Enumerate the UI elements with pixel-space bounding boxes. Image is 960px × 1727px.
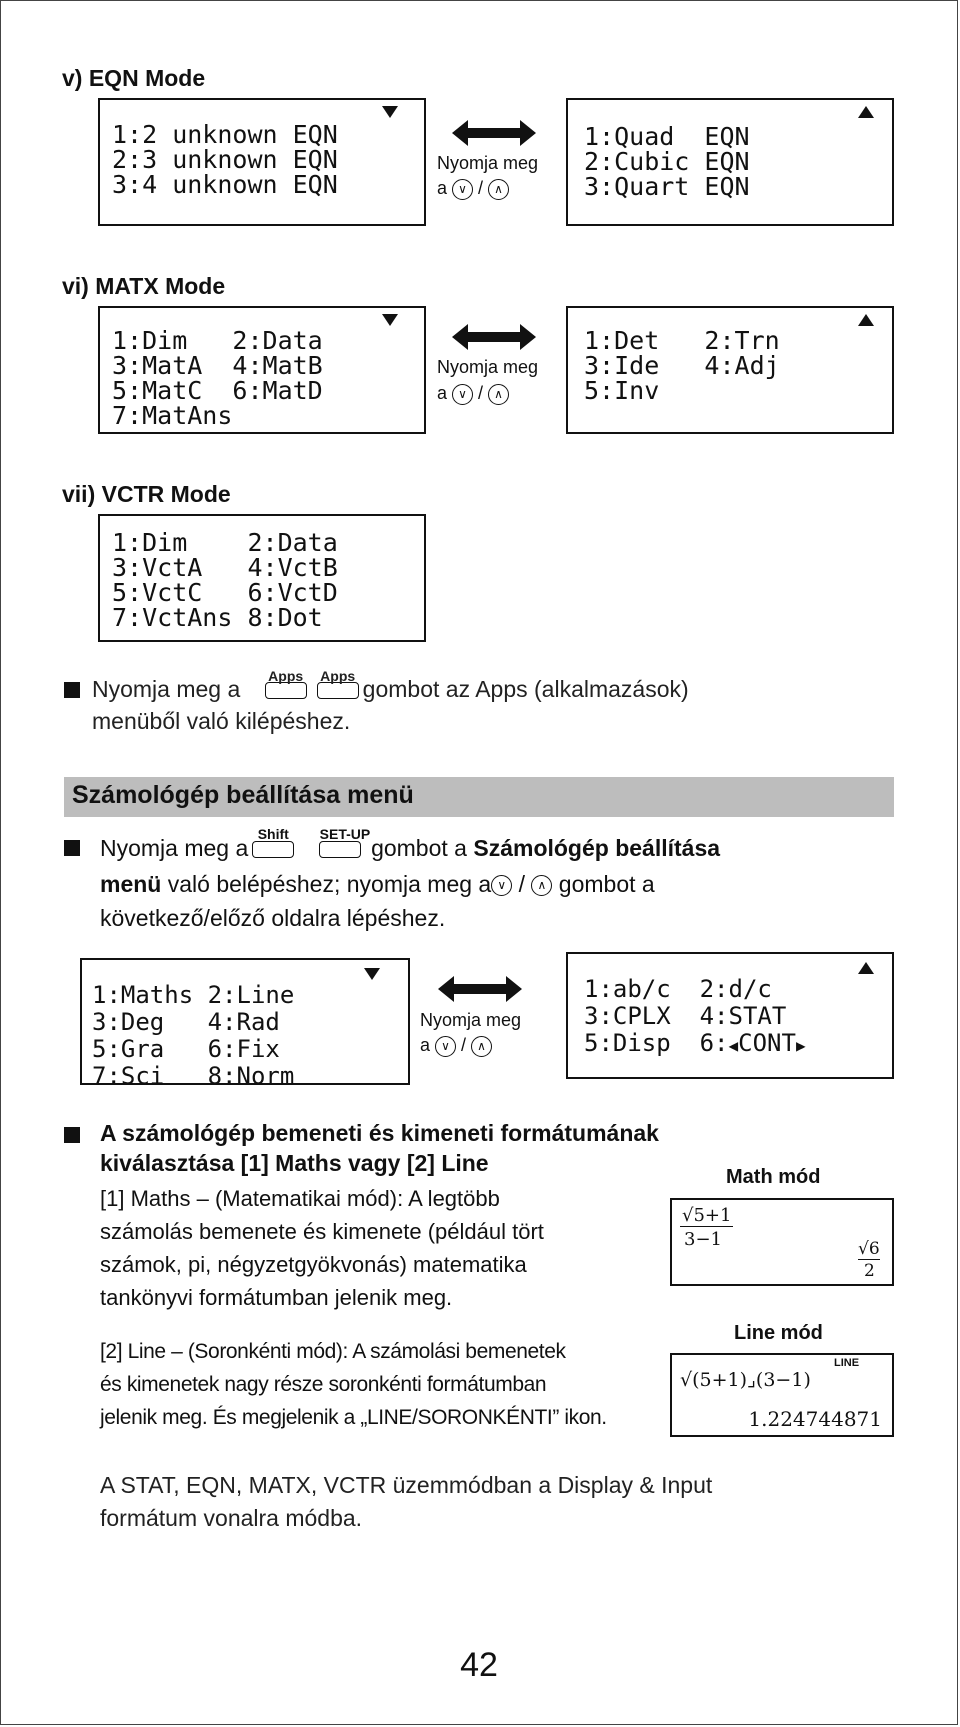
down-arrow-key-icon: ∨ bbox=[452, 179, 473, 200]
press-a: a bbox=[437, 178, 448, 198]
slash: / bbox=[478, 178, 484, 198]
math-result-denominator: 2 bbox=[864, 1261, 875, 1281]
up-arrow-key-icon: ∧ bbox=[488, 384, 509, 405]
lcd-line: 5:Gra 6:Fix bbox=[92, 1035, 280, 1063]
up-arrow-key-icon: ∧ bbox=[488, 179, 509, 200]
press-a: a bbox=[420, 1035, 431, 1055]
math-result-numerator: √6 bbox=[858, 1239, 880, 1259]
line-desc-line: [2] Line – (Soronkénti mód): A számolási bemenetek bbox=[100, 1340, 566, 1363]
exit-note-suffix: gombot az Apps (alkalmazások) bbox=[362, 676, 689, 702]
press-keys bbox=[437, 381, 509, 405]
lcd-line: 1:2 unknown EQN bbox=[112, 120, 338, 149]
right-arrow-icon: ▶ bbox=[795, 1036, 806, 1055]
scroll-down-indicator bbox=[382, 314, 398, 326]
setup-line1 bbox=[100, 826, 721, 863]
eqn-mode-title: v) EQN Mode bbox=[62, 65, 206, 91]
cont-label: CONT bbox=[738, 1029, 796, 1057]
setup-line2 bbox=[100, 870, 655, 899]
setup-mid: gombot a bbox=[371, 835, 467, 861]
lcd-line: 2:Cubic EQN bbox=[584, 147, 750, 176]
math-mode-screen bbox=[670, 1198, 894, 1286]
lcd-line: 2:3 unknown EQN bbox=[112, 145, 338, 174]
maths-desc-line: számok, pi, négyzetgyökvonás) matematika bbox=[100, 1252, 527, 1277]
footer-note-line: formátum vonalra módba. bbox=[100, 1505, 363, 1531]
double-arrow-icon bbox=[438, 974, 522, 1004]
matx-screen-2 bbox=[566, 306, 894, 434]
maths-desc-line: [1] Maths – (Matematikai mód): A legtöbb bbox=[100, 1186, 500, 1211]
exit-note-line1 bbox=[92, 668, 689, 704]
vctr-mode-title: vii) VCTR Mode bbox=[62, 481, 231, 507]
lcd-line: 3:Ide 4:Adj bbox=[584, 351, 780, 380]
line-desc-line: jelenik meg. És megjelenik a „LINE/SORONKÉNTI” ikon. bbox=[100, 1406, 607, 1429]
slash: / bbox=[478, 383, 484, 403]
lcd-line: 3:4 unknown EQN bbox=[112, 170, 338, 199]
double-arrow-icon bbox=[452, 322, 536, 352]
key-cap-label: Apps bbox=[320, 668, 356, 685]
setup-key-icon bbox=[319, 826, 371, 858]
page-number: 42 bbox=[460, 1646, 498, 1684]
lcd-line: 1:Dim 2:Data bbox=[112, 528, 338, 557]
scroll-up-indicator bbox=[858, 106, 874, 118]
lcd-line: 3:MatA 4:MatB bbox=[112, 351, 323, 380]
setup-heading: Számológép beállítása menü bbox=[72, 781, 414, 809]
press-keys bbox=[420, 1033, 492, 1057]
left-arrow-icon: ◀ bbox=[728, 1036, 739, 1055]
vctr-screen-1 bbox=[98, 514, 426, 642]
line-input: √(5+1)⌟(3−1) bbox=[680, 1369, 811, 1391]
slash: / bbox=[461, 1035, 467, 1055]
lcd-line: 5:MatC 6:MatD bbox=[112, 376, 323, 405]
lcd-line-text: 5:Disp 6: bbox=[584, 1029, 729, 1057]
up-arrow-key-icon: ∧ bbox=[471, 1036, 492, 1057]
setup-prefix: Nyomja meg a bbox=[100, 835, 249, 861]
scroll-up-indicator bbox=[858, 314, 874, 326]
setup-rest: való belépéshez; nyomja meg a bbox=[167, 871, 492, 897]
lcd-line: 3:CPLX 4:STAT bbox=[584, 1002, 787, 1030]
setup-line3: következő/előző oldalra lépéshez. bbox=[100, 905, 446, 931]
lcd-line: 7:VctAns 8:Dot bbox=[112, 603, 323, 632]
down-arrow-key-icon: ∨ bbox=[491, 875, 512, 896]
line-mode-screen bbox=[670, 1353, 894, 1437]
matx-mode-title: vi) MATX Mode bbox=[62, 273, 226, 299]
maths-desc-line: tankönyvi formátumban jelenik meg. bbox=[100, 1285, 453, 1310]
apps-key-icon bbox=[265, 668, 307, 699]
setup-tail: gombot a bbox=[558, 871, 655, 897]
bullet-square bbox=[64, 1127, 80, 1143]
down-arrow-key-icon: ∨ bbox=[435, 1036, 456, 1057]
lcd-line: 5:Inv bbox=[584, 376, 660, 405]
press-keys bbox=[437, 176, 509, 200]
up-arrow-key-icon: ∧ bbox=[531, 875, 552, 896]
shift-key-icon bbox=[252, 826, 294, 858]
lcd-line: 7:Sci 8:Norm bbox=[92, 1062, 295, 1090]
press-label: Nyomja meg bbox=[420, 1010, 522, 1030]
key-cap-label: SET-UP bbox=[319, 826, 371, 843]
setup-screen-2 bbox=[566, 952, 894, 1079]
format-heading-1: A számológép bemeneti és kimeneti formátumának bbox=[100, 1120, 659, 1146]
line-desc-line: és kimenetek nagy része soronkénti formátumban bbox=[100, 1373, 547, 1396]
key-cap-label: Apps bbox=[268, 668, 304, 685]
exit-note-line2: menüből való kilépéshez. bbox=[92, 708, 351, 734]
math-numerator: √5+1 bbox=[682, 1205, 732, 1226]
setup-bold2: menü bbox=[100, 871, 162, 897]
lcd-line: 1:ab/c 2:d/c bbox=[584, 975, 772, 1003]
eqn-screen-1 bbox=[98, 98, 426, 226]
setup-bold1: Számológép beállítása bbox=[473, 835, 721, 861]
math-denominator: 3−1 bbox=[684, 1229, 722, 1250]
lcd-line: 1:Quad EQN bbox=[584, 122, 750, 151]
press-label: Nyomja meg bbox=[437, 357, 539, 377]
line-mode-label: Line mód bbox=[734, 1322, 823, 1344]
maths-desc-line: számolás bemenete és kimenete (például tört bbox=[100, 1219, 544, 1244]
footer-note-line: A STAT, EQN, MATX, VCTR üzemmódban a Display & Input bbox=[100, 1472, 713, 1498]
lcd-line: 5:VctC 6:VctD bbox=[112, 578, 338, 607]
lcd-line: 1:Maths 2:Line bbox=[92, 981, 295, 1009]
key-cap-label: Shift bbox=[257, 826, 289, 843]
scroll-up-indicator bbox=[858, 962, 874, 974]
matx-screen-1 bbox=[98, 306, 426, 434]
apps-key-icon bbox=[317, 668, 359, 699]
lcd-line: 1:Dim 2:Data bbox=[112, 326, 323, 355]
lcd-line: 3:Deg 4:Rad bbox=[92, 1008, 280, 1036]
bullet-square bbox=[64, 840, 80, 856]
slash: / bbox=[518, 871, 525, 897]
lcd-line: 7:MatAns bbox=[112, 401, 233, 430]
lcd-line: 1:Det 2:Trn bbox=[584, 326, 780, 355]
bullet-square bbox=[64, 682, 80, 698]
exit-note-prefix: Nyomja meg a bbox=[92, 676, 241, 702]
format-heading-2: kiválasztása [1] Maths vagy [2] Line bbox=[100, 1150, 489, 1176]
lcd-line: 3:Quart EQN bbox=[584, 172, 750, 201]
eqn-screen-2 bbox=[566, 98, 894, 226]
press-label: Nyomja meg bbox=[437, 153, 539, 173]
press-a: a bbox=[437, 383, 448, 403]
scroll-down-indicator bbox=[382, 106, 398, 118]
lcd-line bbox=[584, 1030, 892, 1059]
lcd-line: 3:VctA 4:VctB bbox=[112, 553, 338, 582]
down-arrow-key-icon: ∨ bbox=[452, 384, 473, 405]
line-indicator: LINE bbox=[834, 1357, 860, 1369]
scroll-down-indicator bbox=[364, 968, 380, 980]
setup-screen-1 bbox=[80, 958, 410, 1090]
line-result: 1.224744871 bbox=[748, 1407, 882, 1431]
math-mode-label: Math mód bbox=[726, 1166, 821, 1188]
double-arrow-icon bbox=[452, 118, 536, 148]
